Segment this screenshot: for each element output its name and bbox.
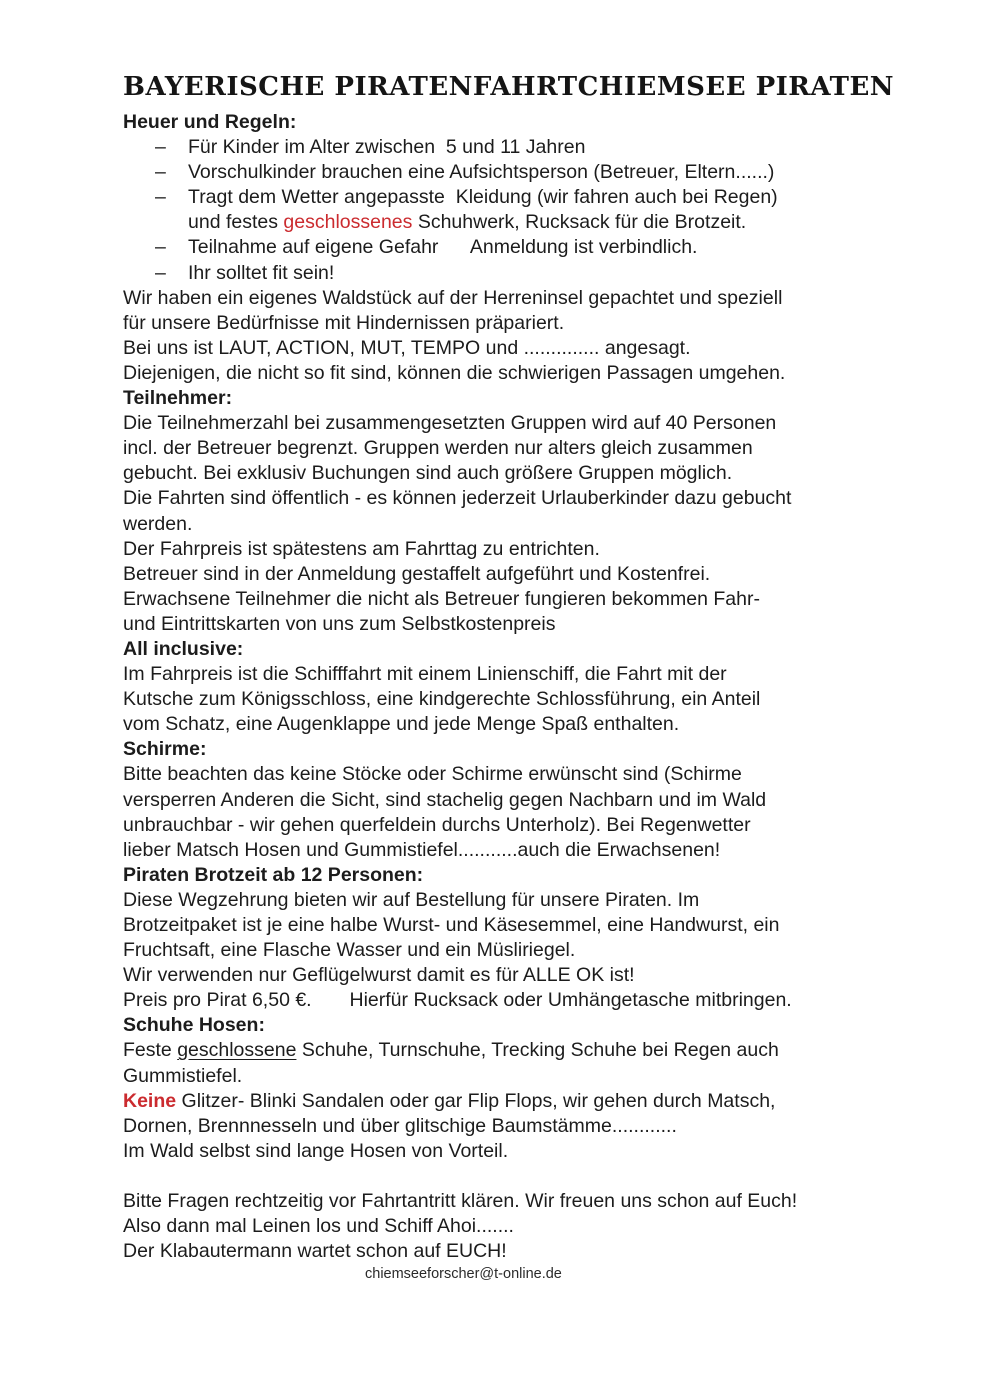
section-heading [123, 1013, 879, 1038]
text-segment: Heuer und Regeln: [123, 111, 297, 133]
text-segment: gebucht. Bei exklusiv Buchungen sind auch größere Gruppen möglich. [123, 462, 733, 485]
bullet-line [123, 160, 879, 185]
text-segment: Die Teilnehmerzahl bei zusammengesetzten Gruppen wird auf 40 Personen [123, 412, 777, 435]
text-segment: Teilnehmer: [123, 387, 233, 410]
text-segment: Bitte beachten das keine Stöcke oder Schirme erwünscht sind (Schirme [123, 763, 742, 786]
text-line [123, 1189, 879, 1214]
text-line [123, 1089, 879, 1114]
text-segment: incl. der Betreuer begrenzt. Gruppen werden nur alters gleich zusammen [123, 437, 753, 460]
document-title [123, 70, 895, 110]
text-line [123, 436, 879, 461]
bullet-line [123, 135, 879, 160]
text-segment: Schirme: [123, 738, 207, 761]
bullet-line [123, 235, 879, 260]
text-segment: Gummistiefel. [123, 1064, 243, 1087]
text-line [123, 788, 879, 813]
text-segment: Im Fahrpreis ist die Schifffahrt mit einem Linienschiff, die Fahrt mit der [123, 663, 727, 686]
text-line [123, 286, 879, 311]
text-segment: geschlossenes [283, 211, 413, 234]
text-segment: für unsere Bedürfnisse mit Hindernissen präpariert. [123, 311, 565, 334]
text-line [123, 687, 879, 712]
section-heading [123, 110, 879, 135]
text-line [123, 888, 879, 913]
bullet-continuation-line [123, 210, 879, 235]
text-line [123, 662, 879, 687]
text-segment: und Eintrittskarten von uns zum Selbstkostenpreis [123, 612, 556, 635]
text-line [123, 461, 879, 486]
contact-email: chiemseeforscher@t-online.de [365, 1266, 562, 1283]
text-segment: und festes [188, 211, 284, 234]
bullet-line [123, 261, 879, 286]
text-segment: Also dann mal Leinen los und Schiff Ahoi....... [123, 1215, 514, 1238]
text-segment: Schuhe, Turnschuhe, Trecking Schuhe bei Regen auch [296, 1039, 779, 1062]
text-line [123, 963, 879, 988]
text-segment: Schuhwerk, Rucksack für die Brotzeit. [412, 211, 747, 234]
text-segment: versperren Anderen die Sicht, sind stachelig gegen Nachbarn und im Wald [123, 788, 767, 811]
text-line [123, 838, 879, 863]
text-line [123, 1239, 879, 1264]
text-segment: Schuhe Hosen: [123, 1014, 265, 1037]
text-segment: Im Wald selbst sind lange Hosen von Vorteil. [123, 1139, 509, 1162]
text-segment: Der Klabautermann wartet schon auf EUCH! [123, 1240, 507, 1263]
text-segment: Wir haben ein eigenes Waldstück auf der Herreninsel gepachtet und speziell [123, 286, 783, 309]
section-heading [123, 863, 879, 888]
text-segment: Piraten Brotzeit ab 12 Personen: [123, 863, 424, 886]
text-line [123, 1064, 879, 1089]
section-heading [123, 386, 879, 411]
text-segment: All inclusive: [123, 637, 244, 660]
text-line [123, 762, 879, 787]
text-line [123, 813, 879, 838]
text-line [123, 537, 879, 562]
text-segment: Glitzer- Blinki Sandalen oder gar Flip Flops, wir gehen durch Matsch, [176, 1089, 776, 1112]
blank-line [123, 1164, 879, 1189]
text-line [123, 562, 879, 587]
text-line [123, 913, 879, 938]
text-segment: Der Fahrpreis ist spätestens am Fahrttag zu entrichten. [123, 537, 600, 560]
title-left: BAYERISCHE PIRATENFAHRT [123, 72, 578, 102]
text-line [123, 1214, 879, 1239]
text-segment: Teilnahme auf eigene Gefahr Anmeldung ist verbindlich. [188, 236, 698, 259]
text-segment: Für Kinder im Alter zwischen 5 und 11 Jahren [188, 136, 586, 159]
bullet-dash: – [155, 236, 166, 259]
text-line [123, 587, 879, 612]
text-line [123, 712, 879, 737]
text-segment: Betreuer sind in der Anmeldung gestaffelt aufgeführt und Kostenfrei. [123, 562, 711, 585]
section-heading [123, 737, 879, 762]
bullet-dash: – [155, 186, 166, 209]
text-segment: Diese Wegzehrung bieten wir auf Bestellung für unsere Piraten. Im [123, 888, 700, 911]
text-segment: Fruchtsaft, eine Flasche Wasser und ein Müsliriegel. [123, 939, 576, 962]
section-heading [123, 637, 879, 662]
text-segment: Die Fahrten sind öffentlich - es können jederzeit Urlauberkinder dazu gebucht [123, 487, 792, 510]
text-segment: unbrauchbar - wir gehen querfeldein durchs Unterholz). Bei Regenwetter [123, 813, 751, 836]
text-segment: Vorschulkinder brauchen eine Aufsichtsperson (Betreuer, Eltern......) [188, 161, 775, 184]
text-segment: geschlossene [177, 1039, 297, 1062]
text-line [123, 311, 879, 336]
text-segment: Kutsche zum Königsschloss, eine kindgerechte Schlossführung, ein Anteil [123, 688, 761, 711]
bullet-dash: – [155, 261, 166, 284]
text-segment: Diejenigen, die nicht so fit sind, können die schwierigen Passagen umgehen. [123, 361, 786, 384]
text-line [123, 411, 879, 436]
text-segment: Preis pro Pirat 6,50 €. Hierfür Rucksack oder Umhängetasche mitbringen. [123, 989, 792, 1012]
text-segment: Tragt dem Wetter angepasste Kleidung (wir fahren auch bei Regen) [188, 186, 778, 209]
text-segment: vom Schatz, eine Augenklappe und jede Menge Spaß enthalten. [123, 713, 680, 736]
document-content [123, 70, 895, 1285]
text-segment: Feste [123, 1039, 178, 1062]
document-lines [123, 110, 879, 1264]
text-segment: Brotzeitpaket ist je eine halbe Wurst- und Käsesemmel, eine Handwurst, ein [123, 914, 780, 936]
title-right: CHIEMSEE PIRATEN [577, 72, 895, 102]
text-segment: werden. [123, 512, 193, 535]
text-line [123, 612, 879, 637]
text-segment: Dornen, Brennnesseln und über glitschige Baumstämme............ [123, 1114, 677, 1137]
text-segment: Bei uns ist LAUT, ACTION, MUT, TEMPO und .............. angesagt. [123, 336, 691, 359]
text-line [123, 486, 879, 511]
text-line [123, 1114, 879, 1139]
text-segment: Erwachsene Teilnehmer die nicht als Betreuer fungieren bekommen Fahr- [123, 587, 760, 610]
bullet-dash: – [155, 136, 166, 159]
bullet-line [123, 185, 879, 210]
text-line [123, 988, 879, 1013]
text-segment: Wir verwenden nur Geflügelwurst damit es für ALLE OK ist! [123, 964, 635, 987]
text-line [123, 512, 879, 537]
text-line [123, 938, 879, 963]
text-line [123, 336, 879, 361]
bullet-dash: – [155, 161, 166, 184]
text-segment: lieber Matsch Hosen und Gummistiefel...........auch die Erwachsenen! [123, 838, 721, 861]
text-segment: Bitte Fragen rechtzeitig vor Fahrtantritt klären. Wir freuen uns schon auf Euch! [123, 1190, 798, 1213]
text-line [123, 361, 879, 386]
text-segment: Keine [123, 1089, 177, 1112]
text-line [123, 1139, 879, 1164]
text-line [123, 1038, 879, 1063]
text-segment: Ihr solltet fit sein! [188, 261, 335, 284]
